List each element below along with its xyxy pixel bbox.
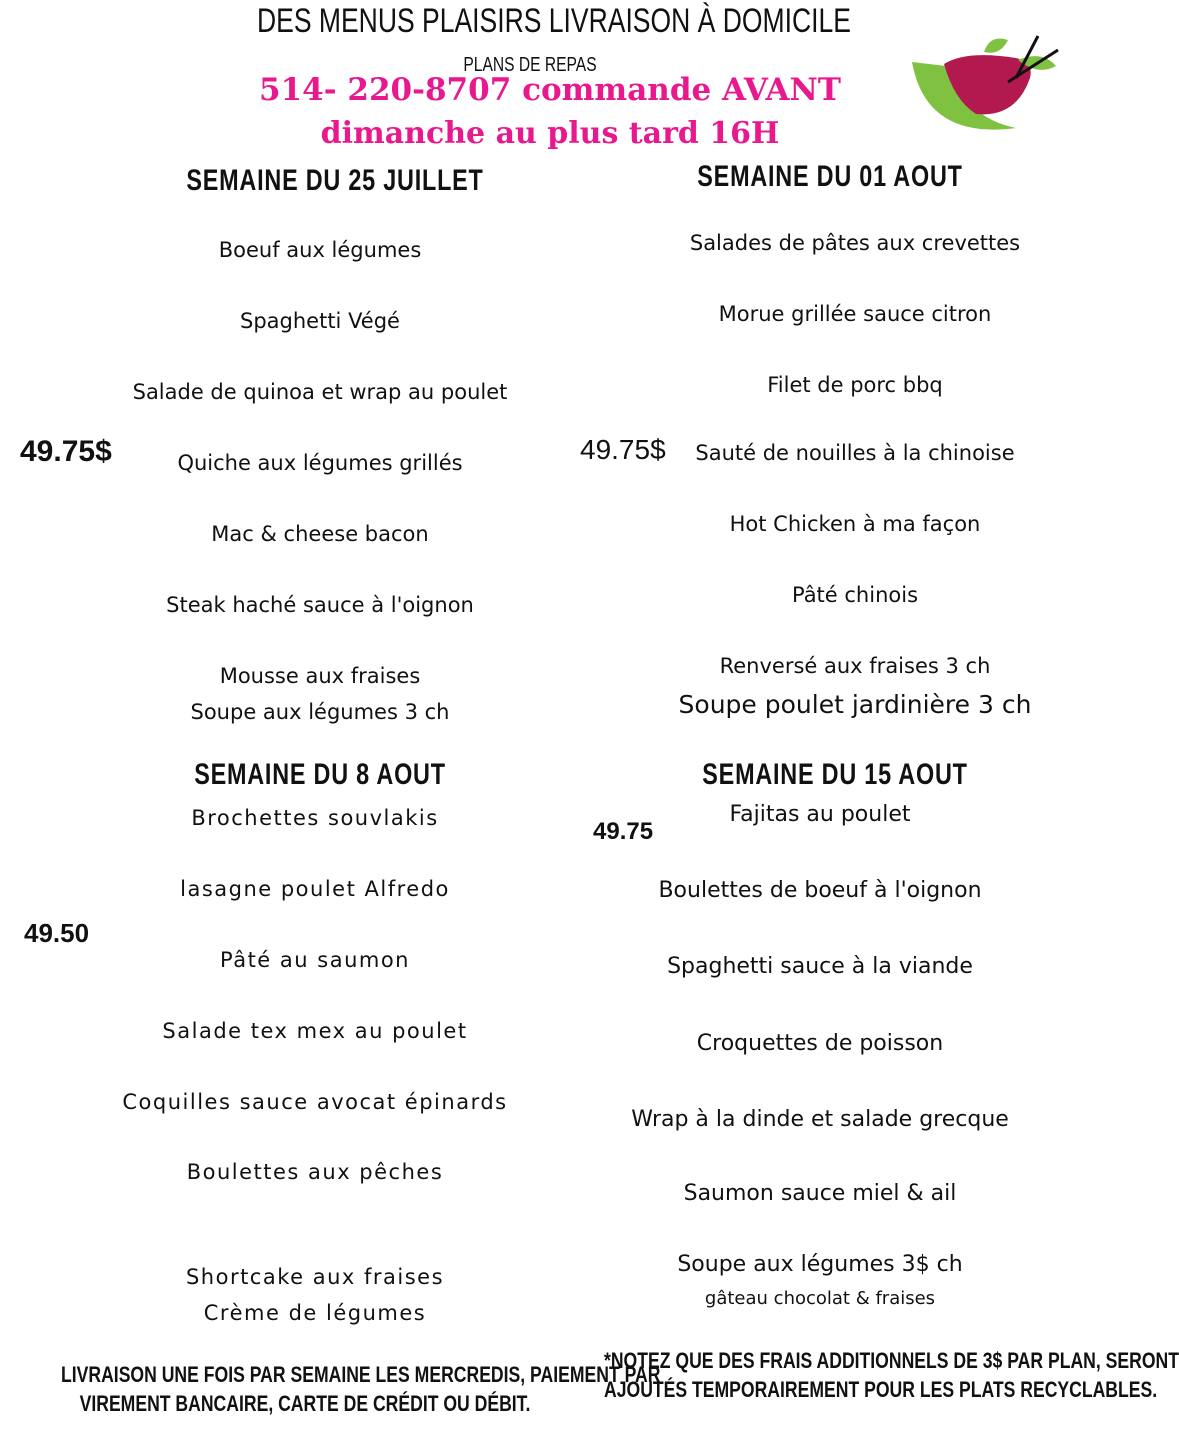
- week-1-item: Quiche aux légumes grillés: [177, 451, 463, 475]
- week-4-item: Soupe aux légumes 3$ ch: [677, 1252, 963, 1277]
- page-subtitle: PLANS DE REPAS: [463, 54, 597, 76]
- week-4-item: Croquettes de poisson: [696, 1031, 944, 1056]
- week-3-item: Crème de légumes: [203, 1301, 427, 1325]
- week-4-item: Spaghetti sauce à la viande: [667, 954, 973, 979]
- phone-order-line: 514- 220-8707 commande AVANT: [259, 72, 841, 108]
- week-3-title: SEMAINE DU 8 AOUT: [194, 758, 446, 791]
- week-2-item: Soupe poulet jardinière 3 ch: [678, 690, 1032, 719]
- recyclable-fee-note: [604, 1346, 1179, 1404]
- week-4-item: Wrap à la dinde et salade grecque: [631, 1107, 1009, 1132]
- week-4-item: Fajitas au poulet: [729, 802, 911, 827]
- delivery-info-line: LIVRAISON UNE FOIS PAR SEMAINE LES MERCREDIS, PAIEMENT PAR: [61, 1362, 661, 1387]
- week-3-item: Pâté au saumon: [219, 948, 410, 972]
- week-3-item: Salade tex mex au poulet: [162, 1019, 468, 1043]
- week-1-item: Mousse aux fraises: [219, 664, 421, 688]
- week-4-item: gâteau chocolat & fraises: [704, 1288, 936, 1309]
- week-2-item: Pâté chinois: [791, 583, 919, 607]
- week-1-item: Spaghetti Végé: [240, 309, 400, 333]
- page-title: DES MENUS PLAISIRS LIVRAISON À DOMICILE: [257, 2, 851, 40]
- week-3-item: Boulettes aux pêches: [186, 1160, 444, 1184]
- week-1-price: 49.75$: [20, 435, 112, 468]
- delivery-info: [61, 1360, 661, 1418]
- week-4-price: 49.75: [593, 818, 654, 845]
- week-2-item: Hot Chicken à ma façon: [729, 512, 981, 536]
- week-4-item: Saumon sauce miel & ail: [683, 1181, 957, 1206]
- week-2-item: Renversé aux fraises 3 ch: [719, 654, 991, 678]
- week-1-item: Soupe aux légumes 3 ch: [190, 700, 450, 724]
- week-3-item: lasagne poulet Alfredo: [180, 877, 450, 901]
- fee-note-line: *NOTEZ QUE DES FRAIS ADDITIONNELS DE 3$ PAR PLAN, SERONT: [604, 1348, 1179, 1373]
- bowl-logo-icon: [906, 30, 1066, 135]
- week-2-item: Morue grillée sauce citron: [718, 302, 992, 326]
- week-4-title: SEMAINE DU 15 AOUT: [702, 758, 968, 791]
- week-4-item: Boulettes de boeuf à l'oignon: [658, 878, 982, 903]
- week-1-item: Mac & cheese bacon: [211, 522, 429, 546]
- week-3-item: Coquilles sauce avocat épinards: [122, 1090, 508, 1114]
- delivery-info-line: VIREMENT BANCAIRE, CARTE DE CRÉDIT OU DÉBIT.: [79, 1391, 531, 1416]
- week-3-item: Shortcake aux fraises: [185, 1265, 445, 1289]
- week-2-item: Filet de porc bbq: [767, 373, 943, 397]
- week-1-item: Salade de quinoa et wrap au poulet: [132, 380, 508, 404]
- week-2-item: Salades de pâtes aux crevettes: [689, 231, 1021, 255]
- week-1-item: Boeuf aux légumes: [218, 238, 422, 262]
- week-1-item: Steak haché sauce à l'oignon: [166, 593, 474, 617]
- week-2-item: Sauté de nouilles à la chinoise: [695, 441, 1015, 465]
- week-2-title: SEMAINE DU 01 AOUT: [697, 160, 963, 193]
- week-2-price: 49.75$: [580, 434, 666, 465]
- week-1-title: SEMAINE DU 25 JUILLET: [186, 164, 484, 197]
- week-3-item: Brochettes souvlakis: [191, 806, 439, 830]
- fee-note-line: AJOUTÉS TEMPORAIREMENT POUR LES PLATS RECYCLABLES.: [604, 1377, 1158, 1402]
- week-3-price: 49.50: [24, 918, 90, 948]
- order-deadline: dimanche au plus tard 16H: [320, 116, 780, 151]
